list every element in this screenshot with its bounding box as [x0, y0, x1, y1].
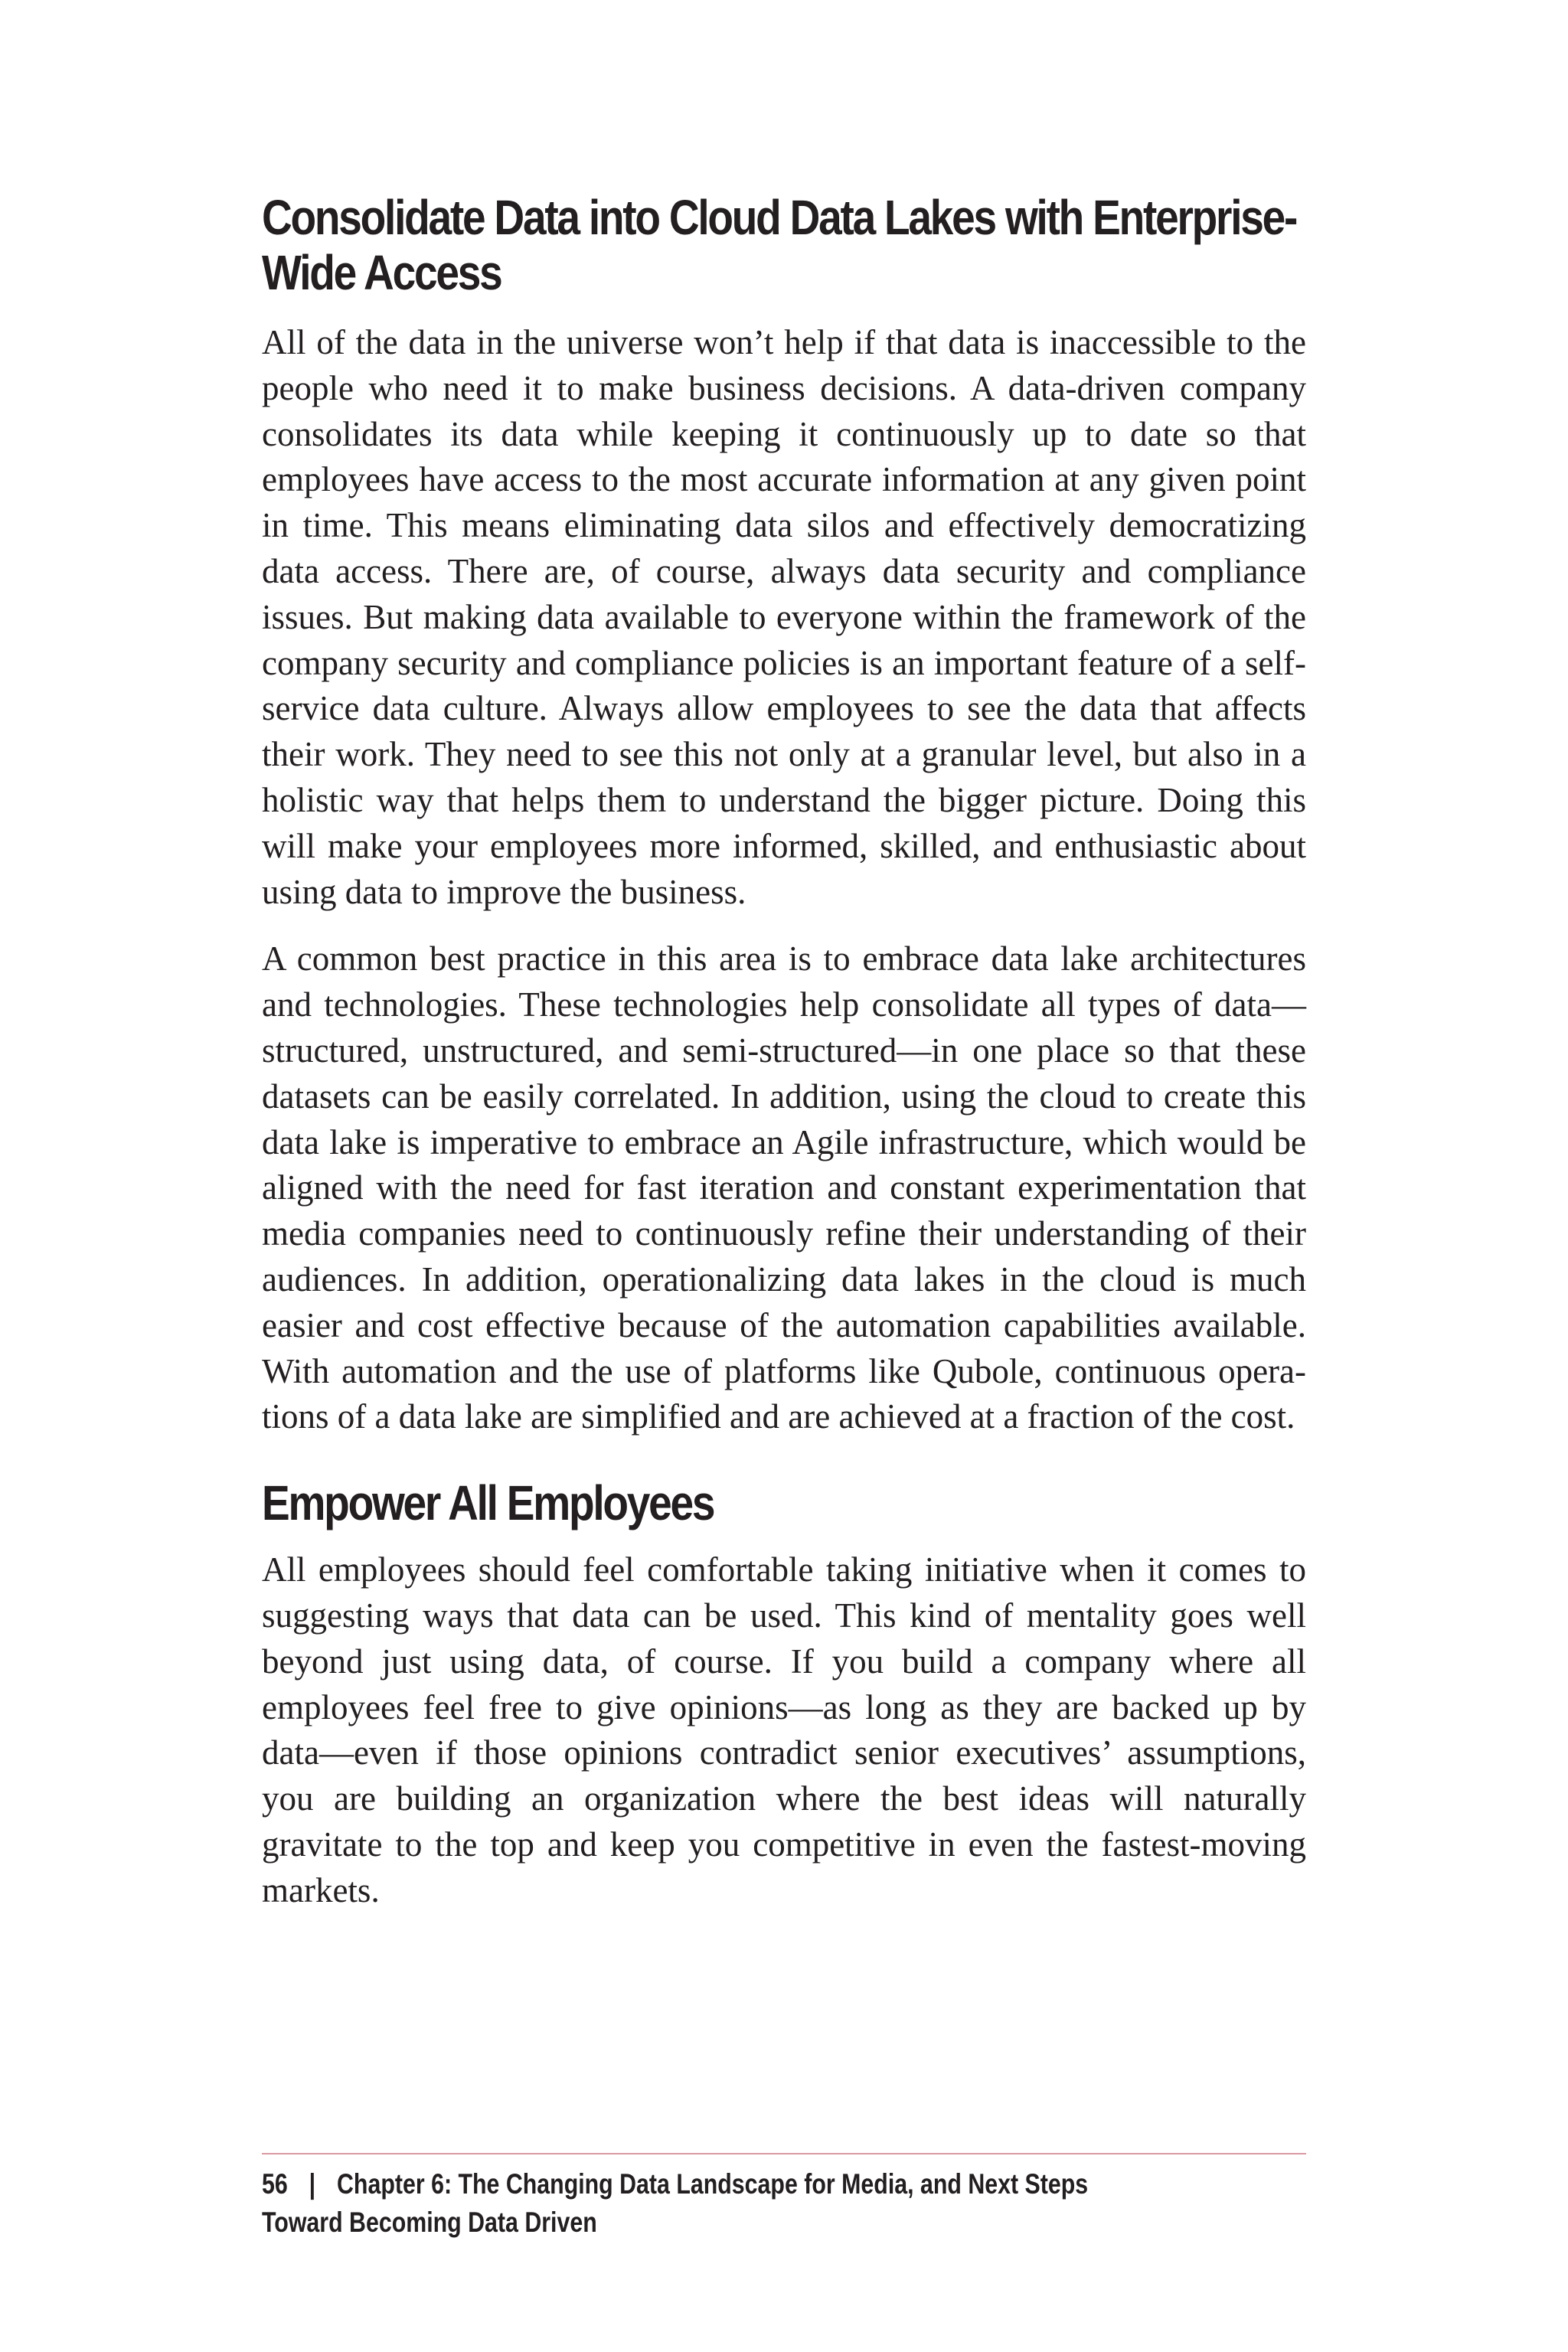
section-heading-consolidate-data: Consolidate Data into Cloud Data Lakes with Enterprise-Wide Access: [262, 190, 1297, 300]
footer-separator: |: [309, 2168, 316, 2200]
paragraph-empower-employees: All employees should feel comfortable taking initiative when it comes to suggesting ways that data can be used. This kind of mentality goes well beyond just using data, of course. If you build a company where all employees feel free to give opinions—as long as they are backed up by data—even if those opinions contradict senior executives’ assumptions, you are building an organization where the best ideas will naturally gravitate to the top and keep you competitive in even the fastest-moving markets.: [262, 1550, 1306, 1909]
page-number: 56: [262, 2168, 288, 2200]
paragraph-data-lake: A common best practice in this area is to embrace data lake architectures and technologies. These technologies help consolidate all types of data—structured, unstructured, and semi-structured—in one place so that these datasets can be easily correlated. In addition, using the cloud to create this data lake is imperative to embrace an Agile infrastructure, which would be aligned with the need for fast iteration and constant experimentation that media companies need to continuously refine their understanding of their audiences. In addition, operationalizing data lakes in the cloud is much easier and cost effective because of the automation capabilities available. With automation and the use of platforms like Qubole, continuous operations of a data lake are simplified and are achieved at a fraction of the cost.: [262, 939, 1306, 1436]
section-heading-empower-employees: Empower All Employees: [262, 1475, 714, 1531]
footer-divider: [262, 2153, 1306, 2154]
chapter-title: Chapter 6: The Changing Data Landscape for Media, and Next Steps Toward Becoming Data Driven: [262, 2168, 1089, 2238]
page-footer: [262, 2165, 1141, 2242]
page-body: [262, 190, 1306, 1914]
paragraph-data-access: All of the data in the universe won’t help if that data is inaccessible to the people who need it to make business decisions. A data-driven company consolidates its data while keeping it continuously up to date so that employees have access to the most accurate information at any given point in time. This means eliminating data silos and effectively democratizing data access. There are, of course, always data security and compliance issues. But making data available to everyone within the framework of the company security and compliance policies is an important feature of a self-service data culture. Always allow employees to see the data that affects their work. They need to see this not only at a granular level, but also in a holistic way that helps them to understand the bigger picture. Doing this will make your employees more informed, skilled, and enthusiastic about using data to improve the business.: [262, 323, 1306, 911]
